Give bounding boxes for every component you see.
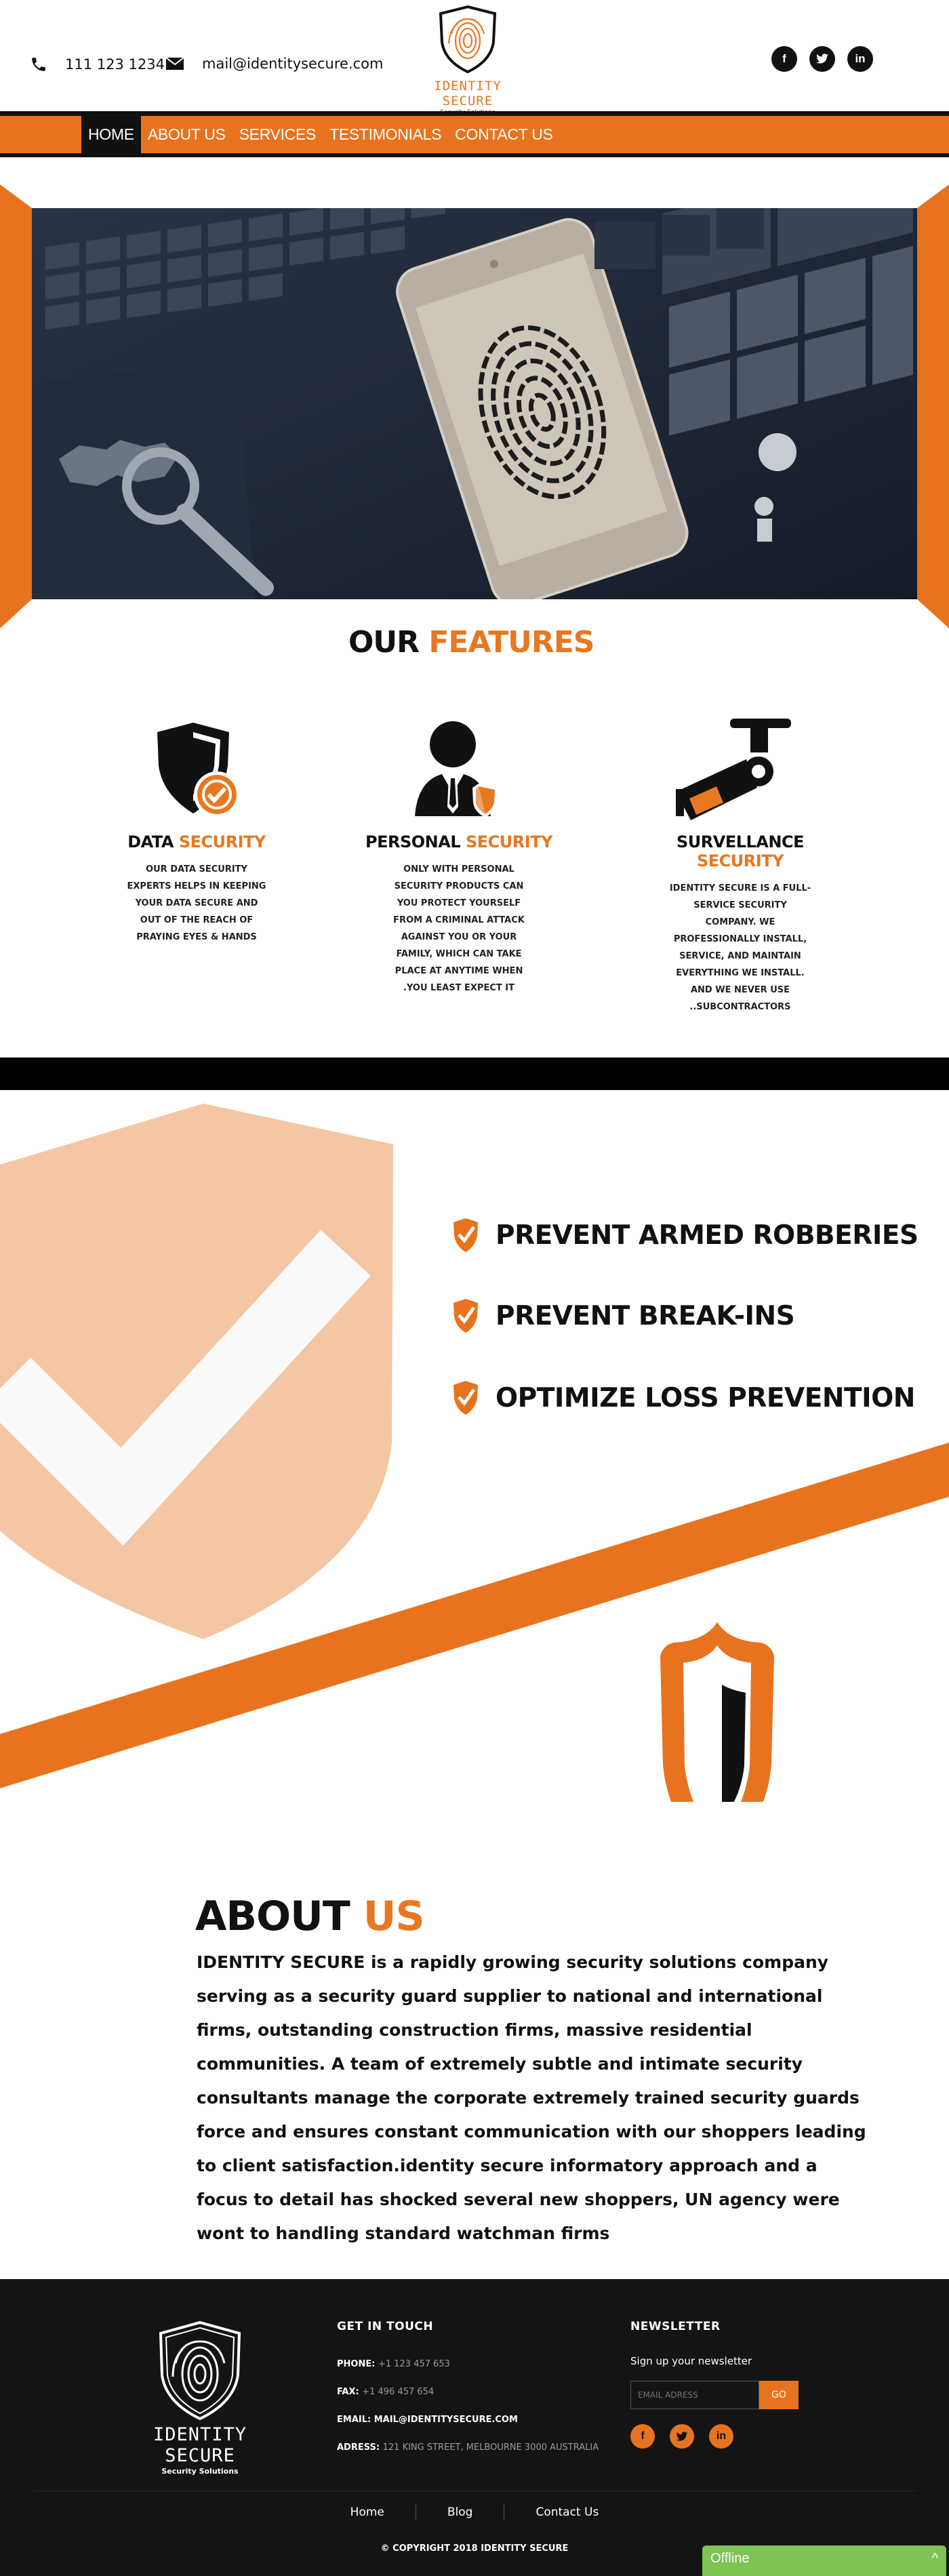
feature-title: DATA SECURITY <box>127 832 266 851</box>
email-address: mail@identitysecure.com <box>202 56 384 72</box>
feature-title: PERSONAL SECURITY <box>365 832 552 851</box>
benefit-item <box>451 1297 794 1334</box>
shield-check-icon <box>451 1217 481 1253</box>
feature-card-data-security <box>95 712 298 946</box>
newsletter-label: Sign up your newsletter <box>630 2355 752 2367</box>
features-title-highlight: FEATURES <box>428 625 594 660</box>
footer-wordmark: IDENTITY SECURE <box>153 2424 247 2466</box>
facebook-icon[interactable]: f <box>630 2424 655 2449</box>
footer-fax: FAX: +1 496 457 654 <box>337 2387 435 2397</box>
header-phone[interactable] <box>30 56 165 73</box>
section-divider <box>0 1058 949 1090</box>
shield-check-icon <box>451 1380 481 1416</box>
site-logo[interactable] <box>413 4 522 108</box>
phone-number: 111 123 1234 <box>65 56 165 73</box>
nav-contact-us[interactable]: CONTACT US <box>455 125 553 143</box>
footer-link-home[interactable]: Home <box>319 2505 416 2520</box>
footer-logo[interactable] <box>129 2320 271 2476</box>
feature-card-survellance-security <box>639 712 842 1015</box>
linkedin-icon[interactable]: in <box>709 2424 733 2449</box>
feature-card-personal-security <box>357 712 561 997</box>
about-title-highlight: US <box>363 1893 424 1940</box>
site-header <box>0 0 949 111</box>
newsletter-heading: NEWSLETTER <box>630 2320 721 2333</box>
footer-address: ADRESS: 121 KING STREET, MELBOURNE 3000 AUSTRALIA <box>337 2442 599 2453</box>
about-title <box>195 1893 424 1940</box>
benefit-text: PREVENT ARMED ROBBERIES <box>496 1220 918 1251</box>
hero-image <box>32 208 917 599</box>
get-in-touch-heading: GET IN TOUCH <box>337 2320 434 2333</box>
site-footer <box>0 2279 949 2576</box>
about-text: IDENTITY SECURE is a rapidly growing security solutions company serving as a security guard supplier to national and international firms, outstanding construction firms, massive residential communities. A team of extremely subtle and intimate security consultants manage the corporate extremely trained security guards force and ensures constant communication with our shoppers leading to client satisfaction.identity secure informatory approach and a focus to detail has shocked several new shoppers, UN agency were wont to handling standard watchman firms <box>197 1952 866 2243</box>
main-nav <box>81 116 560 153</box>
shield-check-icon <box>451 1297 481 1334</box>
fingerprint-shield-icon <box>153 2320 247 2421</box>
feature-text: OUR DATA SECURITY EXPERTS HELPS IN KEEPING YOUR DATA SECURE AND OUT OF THE REACH OF PRAYING EYES & HANDS <box>127 864 266 942</box>
nav-services[interactable]: SERVICES <box>239 125 317 143</box>
logo-wordmark: IDENTITY SECURE <box>434 79 502 108</box>
chevron-up-icon: ^ <box>931 2551 938 2566</box>
footer-links <box>0 2505 949 2520</box>
footer-email[interactable]: EMAIL: MAIL@IDENTITYSECURE.COM <box>337 2415 518 2425</box>
fingerprint-shield-icon <box>435 4 500 75</box>
footer-tagline: Security Solutions <box>161 2467 239 2476</box>
facebook-icon[interactable]: f <box>771 46 797 72</box>
newsletter-email-input[interactable] <box>630 2381 759 2409</box>
header-email[interactable] <box>165 56 383 72</box>
envelope-icon <box>165 57 184 71</box>
twitter-icon[interactable] <box>809 46 835 72</box>
footer-link-blog[interactable]: Blog <box>416 2505 505 2520</box>
twitter-icon[interactable] <box>670 2424 694 2449</box>
feature-text: IDENTITY SECURE IS A FULL-SERVICE SECURITY COMPANY. WE PROFESSIONALLY INSTALL, SERVICE, AND MAINTAIN EVERYTHING WE INSTALL. AND WE NEVER USE ..SUBCONTRACTORS <box>669 883 811 1012</box>
linkedin-icon[interactable]: in <box>847 46 873 72</box>
benefit-item <box>451 1217 918 1253</box>
nav-testimonials[interactable]: TESTIMONIALS <box>329 125 442 143</box>
newsletter-go-button[interactable]: GO <box>759 2381 799 2409</box>
person-shield-icon <box>408 719 510 820</box>
benefit-text: PREVENT BREAK-INS <box>496 1300 795 1331</box>
phone-icon <box>30 56 47 73</box>
cctv-camera-icon <box>676 719 805 820</box>
main-nav-bar <box>0 111 949 157</box>
shield-check-icon <box>149 719 244 820</box>
benefit-text: OPTIMIZE LOSS PREVENTION <box>496 1382 915 1413</box>
nav-home[interactable]: HOME <box>81 116 141 153</box>
benefits-background <box>0 1090 949 1802</box>
chat-status: Offline <box>710 2551 750 2566</box>
benefit-item <box>451 1380 915 1416</box>
footer-get-in-touch <box>337 2320 599 2470</box>
newsletter-form <box>630 2381 799 2409</box>
copyright: © COPYRIGHT 2018 IDENTITY SECURE <box>380 2543 569 2554</box>
features-title <box>348 625 594 660</box>
feature-text: ONLY WITH PERSONAL SECURITY PRODUCTS CAN YOU PROTECT YOURSELF FROM A CRIMINAL ATTACK AGAINST YOU OR YOUR FAMILY, WHICH CAN TAKE PLACE AT ANYTIME WHEN .YOU LEAST EXPECT IT <box>393 864 525 993</box>
feature-title: SURVELLANCE SECURITY <box>677 832 804 870</box>
nav-about-us[interactable]: ABOUT US <box>147 125 226 143</box>
about-title-plain: ABOUT <box>195 1893 350 1940</box>
footer-phone: PHONE: +1 123 457 653 <box>337 2359 450 2369</box>
footer-newsletter <box>630 2320 799 2449</box>
header-socials <box>771 46 873 72</box>
hero-banner <box>32 208 917 599</box>
footer-link-contact-us[interactable]: Contact Us <box>536 2505 599 2519</box>
footer-socials <box>630 2424 799 2449</box>
features-title-plain: OUR <box>348 625 420 660</box>
chat-widget[interactable] <box>702 2545 946 2576</box>
